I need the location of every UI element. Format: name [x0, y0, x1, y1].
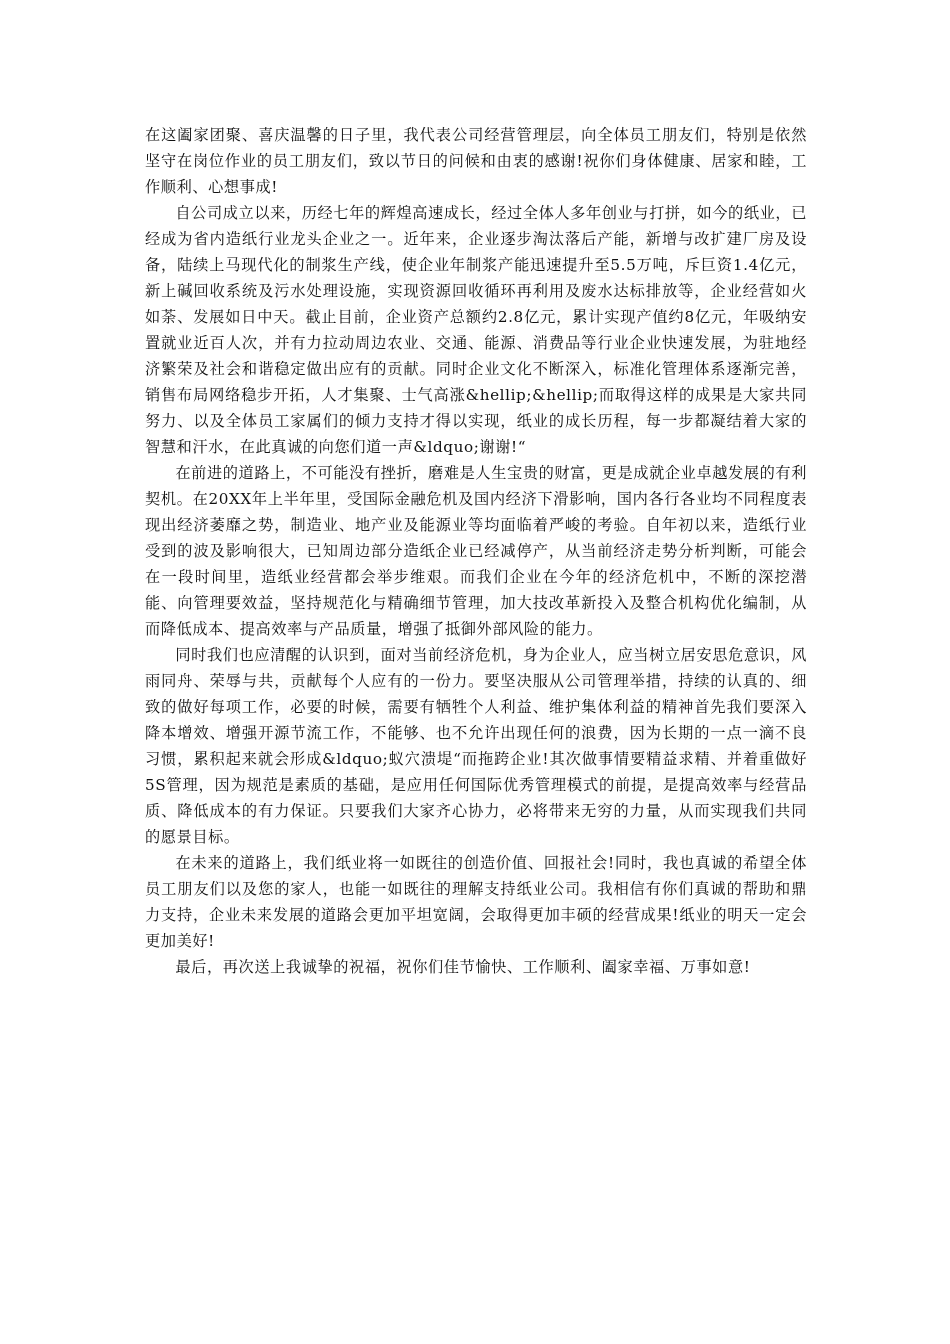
- paragraph-awareness: 同时我们也应清醒的认识到，面对当前经济危机，身为企业人，应当树立居安思危意识，风雨同舟、荣辱与共，贡献每个人应有的一份力。要坚决服从公司管理举措，持续的认真的、细致的做好每项工作，必要的时候，需要有牺牲个人利益、维护集体利益的精神首先我们要深入降本增效、增强开源节流工作，不能够、也不允许出现任何的浪费，因为长期的一点一滴不良习惯，累积起来就会形成&ldquo;蚁穴溃堤“而拖跨企业!其次做事情要精益求精、并着重做好5S管理，因为规范是素质的基础，是应用任何国际优秀管理模式的前提，是提高效率与经营品质、降低成本的有力保证。只要我们大家齐心协力，必将带来无穷的力量，从而实现我们共同的愿景目标。: [145, 646, 807, 846]
- paragraph-future: 在未来的道路上，我们纸业将一如既往的创造价值、回报社会!同时，我也真诚的希望全体员工朋友们以及您的家人，也能一如既往的理解支持纸业公司。我相信有你们真诚的帮助和鼎力支持，企业未来发展的道路会更加平坦宽阔，会取得更加丰硕的经营成果!纸业的明天一定会更加美好!: [145, 854, 807, 950]
- paragraph-greeting: 在这阖家团聚、喜庆温馨的日子里，我代表公司经营管理层，向全体员工朋友们，特别是依然坚守在岗位作业的员工朋友们，致以节日的问候和由衷的感谢!祝你们身体健康、居家和睦，工作顺利、心想事成!: [145, 126, 807, 196]
- document-body: [145, 122, 807, 980]
- paragraph-closing-wishes: 最后，再次送上我诚挚的祝福，祝你们佳节愉快、工作顺利、阖家幸福、万事如意!: [175, 958, 751, 976]
- paragraph-company-history: 自公司成立以来，历经七年的辉煌高速成长，经过全体人多年创业与打拼，如今的纸业，已经成为省内造纸行业龙头企业之一。近年来，企业逐步淘汰落后产能，新增与改扩建厂房及设备，陆续上马现代化的制浆生产线，使企业年制浆产能迅速提升至5.5万吨，斥巨资1.4亿元，新上碱回收系统及污水处理设施，实现资源回收循环再利用及废水达标排放等，企业经营如火如荼、发展如日中天。截止目前，企业资产总额约2.8亿元，累计实现产值约8亿元，年吸纳安置就业近百人次，并有力拉动周边农业、交通、能源、消费品等行业企业快速发展，为驻地经济繁荣及社会和谐稳定做出应有的贡献。同时企业文化不断深入，标准化管理体系逐渐完善，销售布局网络稳步开拓，人才集聚、士气高涨&hellip;&hellip;而取得这样的成果是大家共同努力、以及全体员工家属们的倾力支持才得以实现，纸业的成长历程，每一步都凝结着大家的智慧和汗水，在此真诚的向您们道一声&ldquo;谢谢!“: [145, 204, 807, 456]
- paragraph-challenges: 在前进的道路上，不可能没有挫折，磨难是人生宝贵的财富，更是成就企业卓越发展的有利契机。在20XX年上半年里，受国际金融危机及国内经济下滑影响，国内各行各业均不同程度表现出经济萎靡之势，制造业、地产业及能源业等均面临着严峻的考验。自年初以来，造纸行业受到的波及影响很大，已知周边部分造纸企业已经减停产，从当前经济走势分析判断，可能会在一段时间里，造纸业经营都会举步维艰。而我们企业在今年的经济危机中，不断的深挖潜能、向管理要效益，坚持规范化与精确细节管理，加大技改革新投入及整合机构优化编制，从而降低成本、提高效率与产品质量，增强了抵御外部风险的能力。: [145, 464, 807, 638]
